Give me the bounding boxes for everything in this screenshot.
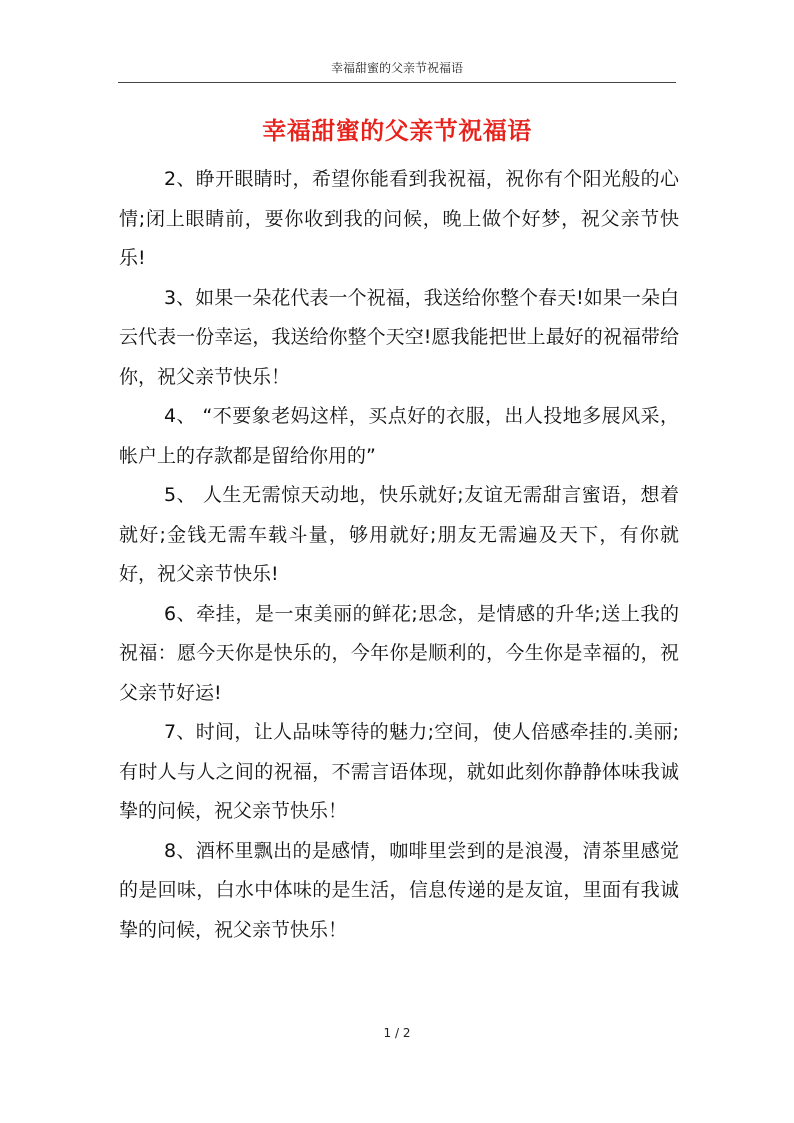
document-body — [119, 160, 679, 950]
paragraph-4: 4、 “不要象老妈这样，买点好的衣服，出人投地多展风采，帐户上的存款都是留给你用的” — [119, 405, 679, 467]
header-divider — [118, 82, 676, 83]
document-title: 幸福甜蜜的父亲节祝福语 — [262, 117, 532, 145]
paragraph-2: 2、睁开眼睛时，希望你能看到我祝福，祝你有个阳光般的心情;闭上眼睛前，要你收到我的问候，晚上做个好梦，祝父亲节快乐! — [119, 168, 679, 269]
paragraph-5: 5、 人生无需惊天动地，快乐就好;友谊无需甜言蜜语，想着就好;金钱无需车载斗量，够用就好;朋友无需遍及天下，有你就好，祝父亲节快乐! — [119, 484, 679, 585]
paragraph-3: 3、如果一朵花代表一个祝福，我送给你整个春天!如果一朵白云代表一份幸运，我送给你整个天空!愿我能把世上最好的祝福带给你，祝父亲节快乐！ — [119, 286, 679, 388]
paragraph-8: 8、酒杯里飘出的是感情，咖啡里尝到的是浪漫，清茶里感觉的是回味，白水中体味的是生活，信息传递的是友谊，里面有我诚挚的问候，祝父亲节快乐！ — [119, 839, 679, 941]
running-header: 幸福甜蜜的父亲节祝福语 — [330, 61, 463, 75]
page-number: 1 / 2 — [383, 1026, 411, 1040]
paragraph-7: 7、时间，让人品味等待的魅力;空间，使人倍感牵挂的.美丽;有时人与人之间的祝福，不需言语体现，就如此刻你静静体味我诚挚的问候，祝父亲节快乐！ — [119, 721, 679, 822]
paragraph-6: 6、牵挂，是一束美丽的鲜花;思念，是情感的升华;送上我的祝福：愿今天你是快乐的，今年你是顺利的，今生你是幸福的，祝父亲节好运! — [119, 602, 679, 704]
